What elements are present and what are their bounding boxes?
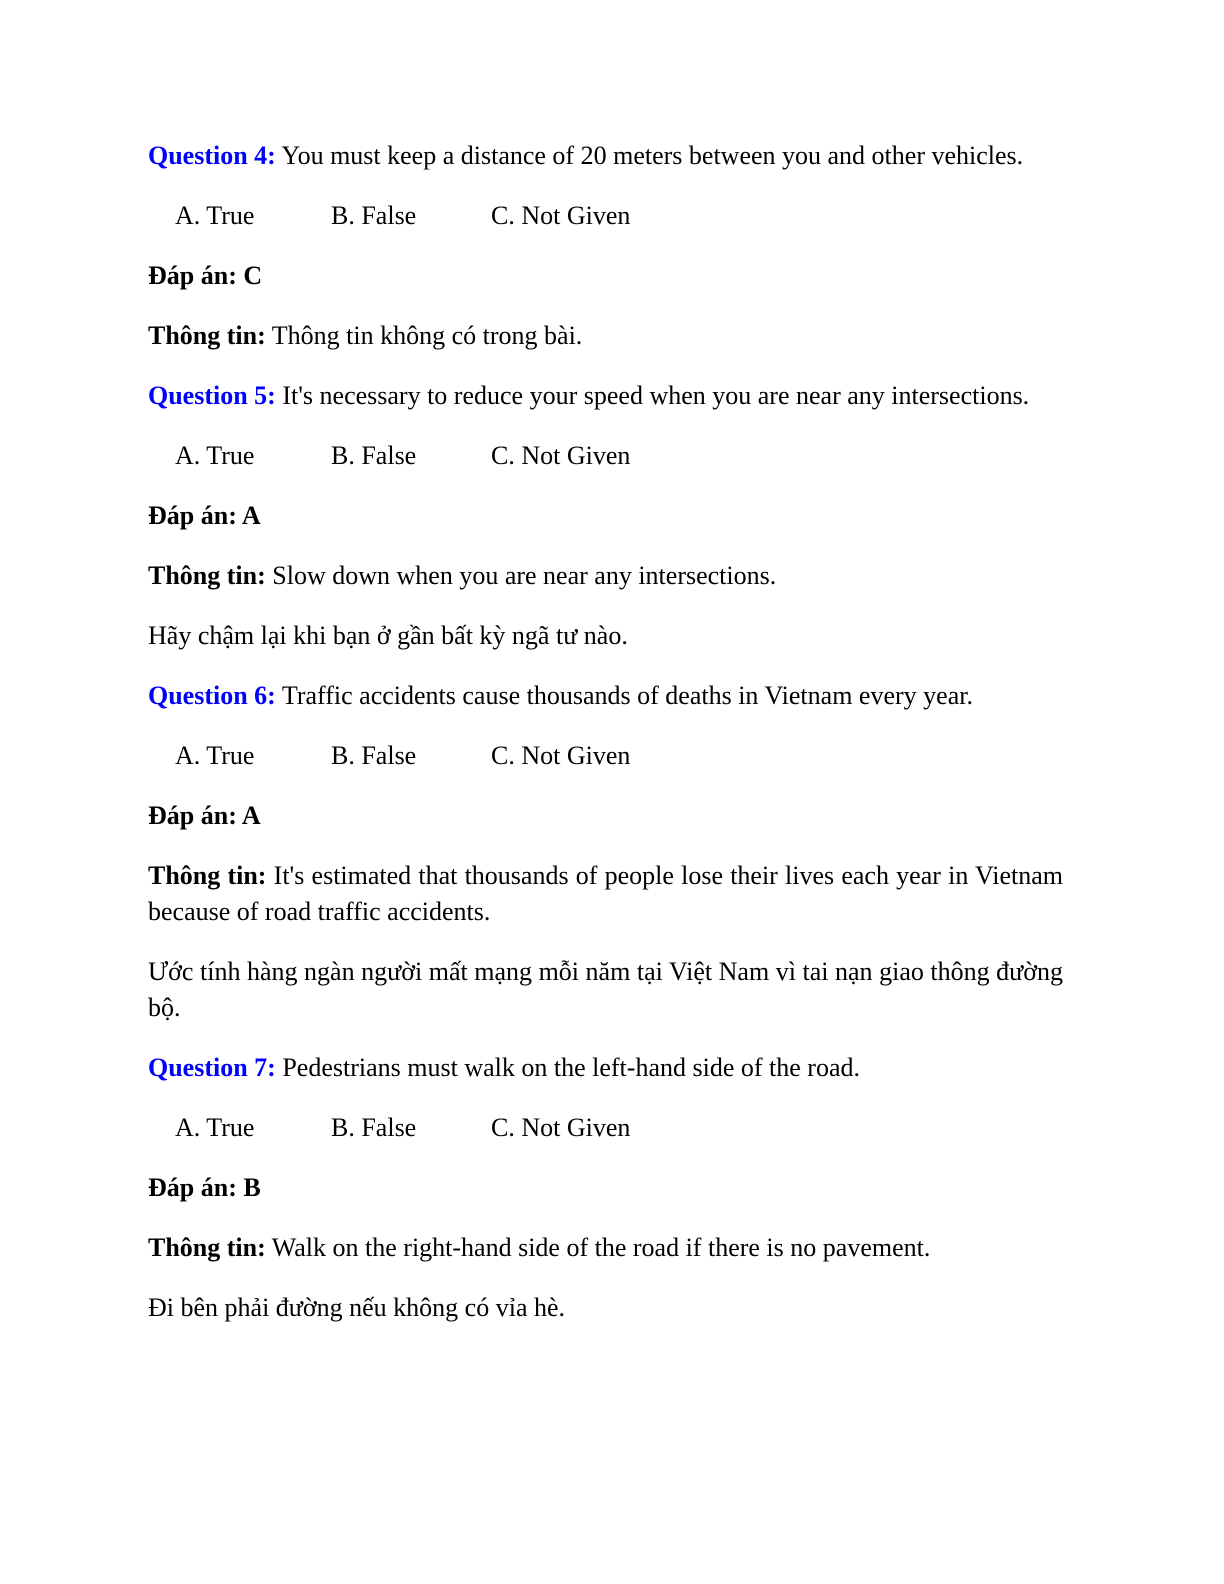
question-label: Question 4:	[148, 141, 276, 170]
question-body: Traffic accidents cause thousands of deaths in Vietnam every year.	[281, 681, 973, 710]
info-text: Walk on the right-hand side of the road if there is no pavement.	[271, 1233, 931, 1262]
question-label: Question 7:	[148, 1053, 276, 1082]
answer-options	[175, 1110, 1063, 1146]
option-b: B. False	[331, 741, 417, 770]
option-c: C. Not Given	[491, 1113, 631, 1142]
question-text	[148, 1050, 1063, 1086]
option-b: B. False	[331, 201, 417, 230]
option-b: B. False	[331, 1113, 417, 1142]
answer-options	[175, 198, 1063, 234]
translation-line: Hãy chậm lại khi bạn ở gần bất kỳ ngã tư nào.	[148, 621, 628, 650]
info-line	[148, 318, 1063, 354]
option-c: C. Not Given	[491, 741, 631, 770]
info-text: Thông tin không có trong bài.	[271, 321, 583, 350]
answer-key: Đáp án: A	[148, 801, 261, 830]
info-text: Slow down when you are near any intersections.	[272, 561, 777, 590]
question-body: You must keep a distance of 20 meters between you and other vehicles.	[281, 141, 1024, 170]
question-block	[148, 378, 1063, 654]
question-block	[148, 678, 1063, 1026]
option-c: C. Not Given	[491, 201, 631, 230]
info-label: Thông tin:	[148, 1233, 266, 1262]
answer-key: Đáp án: C	[148, 261, 263, 290]
info-text: It's estimated that thousands of people lose their lives each year in Vietnam because of road traffic accidents.	[148, 861, 1064, 926]
translation-line: Ước tính hàng ngàn người mất mạng mỗi năm tại Việt Nam vì tai nạn giao thông đường bộ.	[148, 957, 1063, 1022]
answer-key: Đáp án: A	[148, 501, 261, 530]
option-b: B. False	[331, 441, 417, 470]
question-label: Question 6:	[148, 681, 276, 710]
option-a: A. True	[175, 1113, 255, 1142]
question-label: Question 5:	[148, 381, 276, 410]
info-label: Thông tin:	[148, 321, 266, 350]
info-label: Thông tin:	[148, 861, 267, 890]
option-a: A. True	[175, 741, 255, 770]
question-body: It's necessary to reduce your speed when you are near any intersections.	[282, 381, 1030, 410]
translation-line: Đi bên phải đường nếu không có vỉa hè.	[148, 1293, 566, 1322]
answer-options	[175, 738, 1063, 774]
option-a: A. True	[175, 441, 255, 470]
info-line	[148, 558, 1063, 594]
info-line	[148, 858, 1063, 930]
info-line	[148, 1230, 1063, 1266]
option-a: A. True	[175, 201, 255, 230]
answer-options	[175, 438, 1063, 474]
question-text	[148, 138, 1063, 174]
question-text	[148, 678, 1063, 714]
option-c: C. Not Given	[491, 441, 631, 470]
question-text	[148, 378, 1063, 414]
question-body: Pedestrians must walk on the left-hand side of the road.	[282, 1053, 860, 1082]
answer-key: Đáp án: B	[148, 1173, 261, 1202]
question-block	[148, 1050, 1063, 1326]
info-label: Thông tin:	[148, 561, 266, 590]
question-block	[148, 138, 1063, 354]
document-page	[148, 138, 1063, 1350]
